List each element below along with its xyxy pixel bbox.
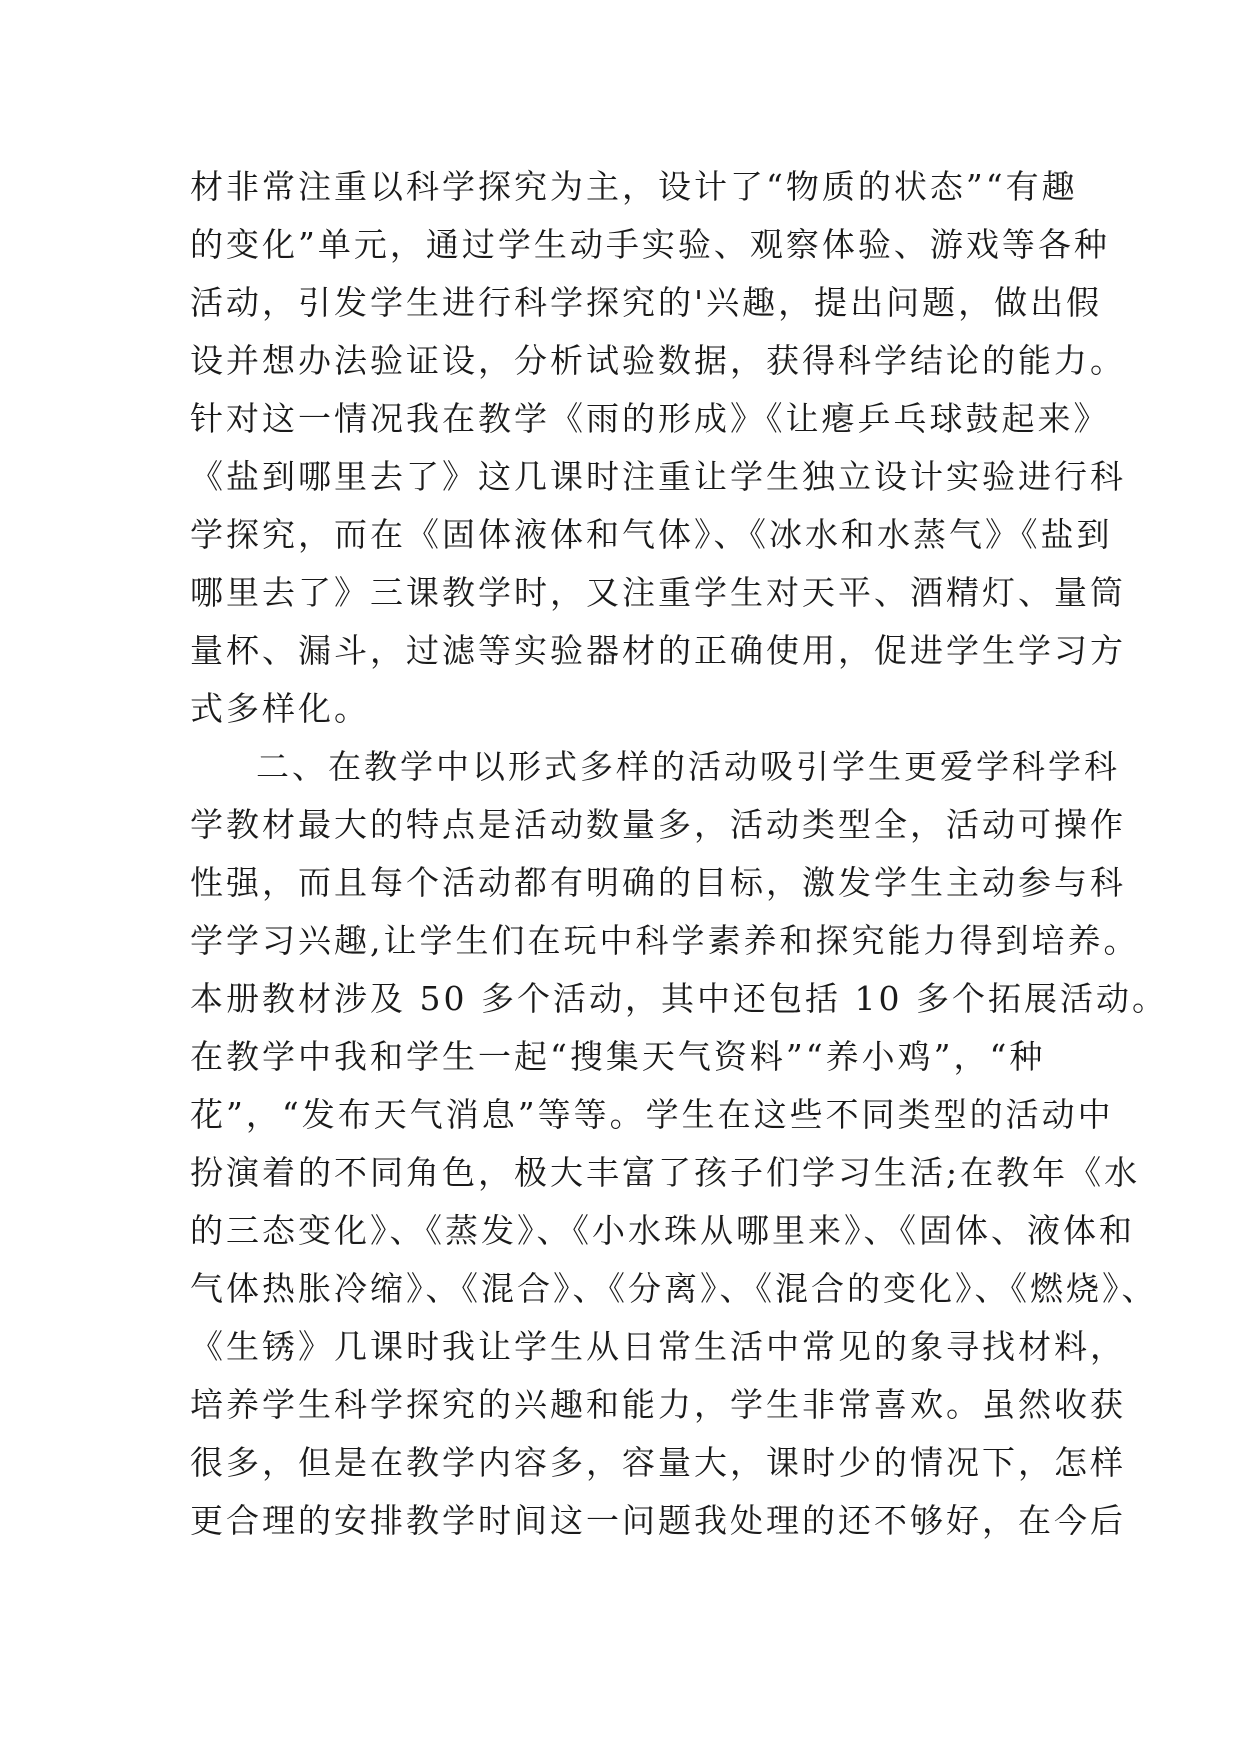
text-line: 更合理的安排教学时间这一问题我处理的还不够好，在今后 [190,1501,1126,1540]
text-line: 在教学中我和学生一起“搜集天气资料”“养小鸡”，“种 [190,1037,1046,1076]
text-line: 性强，而且每个活动都有明确的目标，激发学生主动参与科 [190,863,1126,902]
text-line: 量杯、漏斗，过滤等实验器材的正确使用，促进学生学习方 [190,631,1126,670]
text-line: 活动，引发学生进行科学探究的'兴趣，提出问题，做出假 [190,283,1103,322]
body-text [190,158,1168,1550]
text-line: 扮演着的不同角色，极大丰富了孩子们学习生活;在教年《水 [190,1153,1141,1192]
text-line: 气体热胀冷缩》、《混合》、《分离》、《混合的变化》、《燃烧》、 [190,1269,1158,1308]
text-line: 很多，但是在教学内容多，容量大，课时少的情况下，怎样 [190,1443,1126,1482]
text-line: 学教材最大的特点是活动数量多，活动类型全，活动可操作 [190,805,1126,844]
text-line: 的变化”单元，通过学生动手实验、观察体验、游戏等各种 [190,225,1110,264]
text-line: 《盐到哪里去了》这几课时注重让学生独立设计实验进行科 [190,457,1126,496]
text-line: 的三态变化》、《蒸发》、《小水珠从哪里来》、《固体、液体和 [190,1211,1135,1250]
text-line: 学学习兴趣,让学生们在玩中科学素养和探究能力得到培养。 [190,921,1140,960]
text-line: 培养学生科学探究的兴趣和能力，学生非常喜欢。虽然收获 [190,1385,1126,1424]
text-line: 材非常注重以科学探究为主，设计了“物质的状态”“有趣 [190,167,1078,206]
text-line: 设并想办法验证设，分析试验数据，获得科学结论的能力。 [190,341,1126,380]
text-line: 哪里去了》三课教学时，又注重学生对天平、酒精灯、量筒 [190,573,1126,612]
text-line: 《生锈》几课时我让学生从日常生活中常见的象寻找材料， [190,1327,1126,1366]
text-line: 本册教材涉及 50 多个活动，其中还包括 10 多个拓展活动。 [190,979,1168,1018]
section-heading-line: 二、在教学中以形式多样的活动吸引学生更爱学科学科 [256,747,1120,786]
text-line: 针对这一情况我在教学《雨的形成》《让瘪乒乓球鼓起来》 [190,399,1110,438]
text-line: 式多样化。 [190,689,370,728]
text-line: 花”，“发布天气消息”等等。学生在这些不同类型的活动中 [190,1095,1114,1134]
text-line: 学探究，而在《固体液体和气体》、《冰水和水蒸气》《盐到 [190,515,1113,554]
